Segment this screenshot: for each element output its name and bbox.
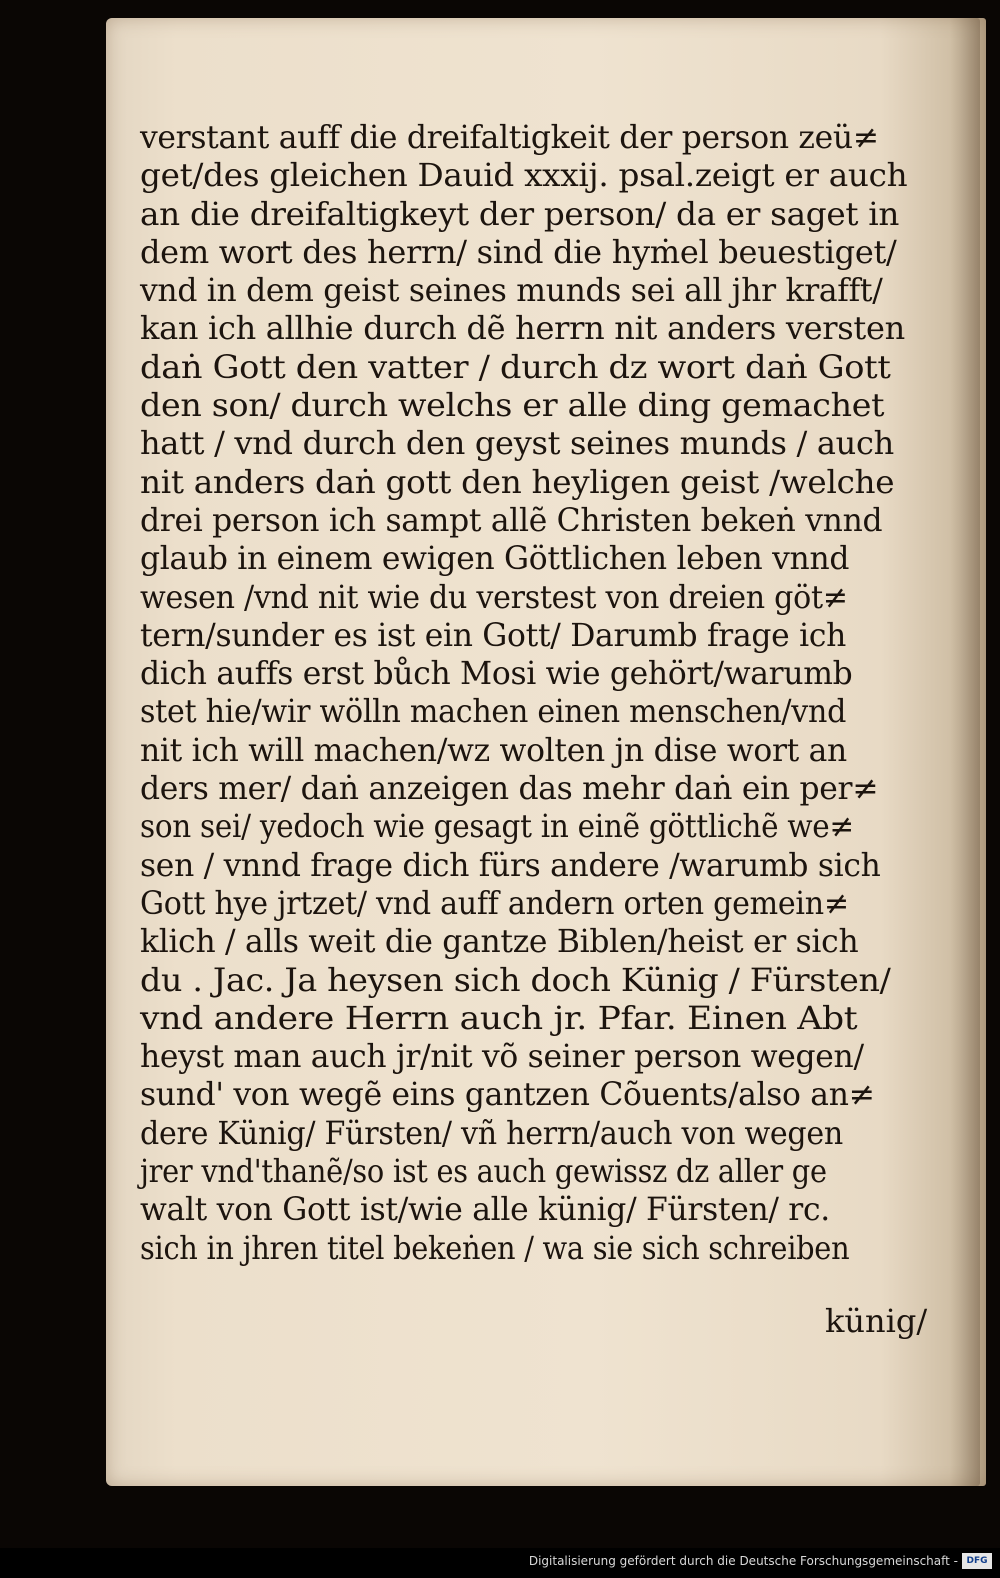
text-line-4: dem wort des herrn/ sind die hyṁel beuestiget/	[140, 232, 897, 271]
text-line-25: heyst man auch jr/nit võ seiner person wegen/	[140, 1037, 864, 1076]
text-line-9: hatt / vnd durch den geyst seines munds / auch	[140, 424, 894, 463]
text-line-22: klich / alls weit die gantze Biblen/heist er sich	[140, 922, 859, 961]
text-line-16: stet hie/wir wölln machen einen menschen/vnd	[140, 692, 847, 731]
text-line-15: dich auffs erst bůch Mosi wie gehört/warumb	[140, 654, 853, 693]
text-line-21: Gott hye jrtzet/ vnd auff andern orten gemein≠	[140, 883, 849, 922]
footer-bar	[0, 1548, 1000, 1578]
text-line-20: sen / vnnd frage dich fürs andere /warumb sich	[140, 845, 881, 884]
text-line-29: walt von Gott ist/wie alle künig/ Fürsten/ rc.	[140, 1190, 830, 1229]
text-line-12: glaub in einem ewigen Göttlichen leben vnnd	[140, 539, 850, 578]
text-line-27: dere Künig/ Fürsten/ vñ herrn/auch von wegen	[140, 1113, 844, 1152]
text-line-6: kan ich allhie durch dẽ herrn nit anders versten	[140, 309, 905, 348]
text-line-7: daṅ Gott den vatter / durch dz wort daṅ Gott	[140, 347, 891, 386]
text-line-13: wesen /vnd nit wie du verstest von dreien göt≠	[140, 577, 848, 616]
text-line-1: verstant auff die dreifaltigkeit der person zeü≠	[140, 118, 879, 156]
text-block	[140, 118, 960, 1267]
text-line-17: nit ich will machen/wz wolten jn dise wort an	[140, 730, 847, 769]
text-line-14: tern/sunder es ist ein Gott/ Darumb frage ich	[140, 615, 847, 654]
text-line-5: vnd in dem geist seines munds sei all jhr krafft/	[140, 271, 883, 310]
text-line-18: ders mer/ daṅ anzeigen das mehr daṅ ein per≠	[140, 769, 879, 808]
text-line-24: vnd andere Herrn auch jr. Pfar. Einen Abt	[140, 998, 858, 1037]
text-line-8: den son/ durch welchs er alle ding gemachet	[140, 386, 885, 425]
dfg-logo-icon: DFG	[962, 1553, 992, 1569]
text-line-2: get/des gleichen Dauid xxxij. psal.zeigt er auch	[140, 156, 908, 195]
text-line-30: sich in jhren titel bekeṅen / wa sie sich schreiben	[140, 1228, 850, 1267]
text-line-26: sund' von wegẽ eins gantzen Cõuents/also an≠	[140, 1075, 875, 1114]
text-line-11: drei person ich sampt allẽ Christen bekeṅ vnnd	[140, 500, 883, 539]
text-line-28: jrer vnd'thanẽ/so ist es auch gewissz dz aller ge	[140, 1152, 827, 1191]
digitization-credit: Digitalisierung gefördert durch die Deutsche Forschungsgemeinschaft -	[528, 1554, 958, 1568]
text-line-19: son sei/ yedoch wie gesagt in einẽ göttlichẽ we≠	[140, 807, 854, 846]
text-line-23: du . Jac. Ja heysen sich doch Künig / Fürsten/	[140, 960, 891, 999]
catchword: künig/	[825, 1302, 928, 1340]
text-line-3: an die dreifaltigkeyt der person/ da er saget in	[140, 194, 900, 233]
text-line-10: nit anders daṅ gott den heyligen geist /welche	[140, 462, 895, 501]
